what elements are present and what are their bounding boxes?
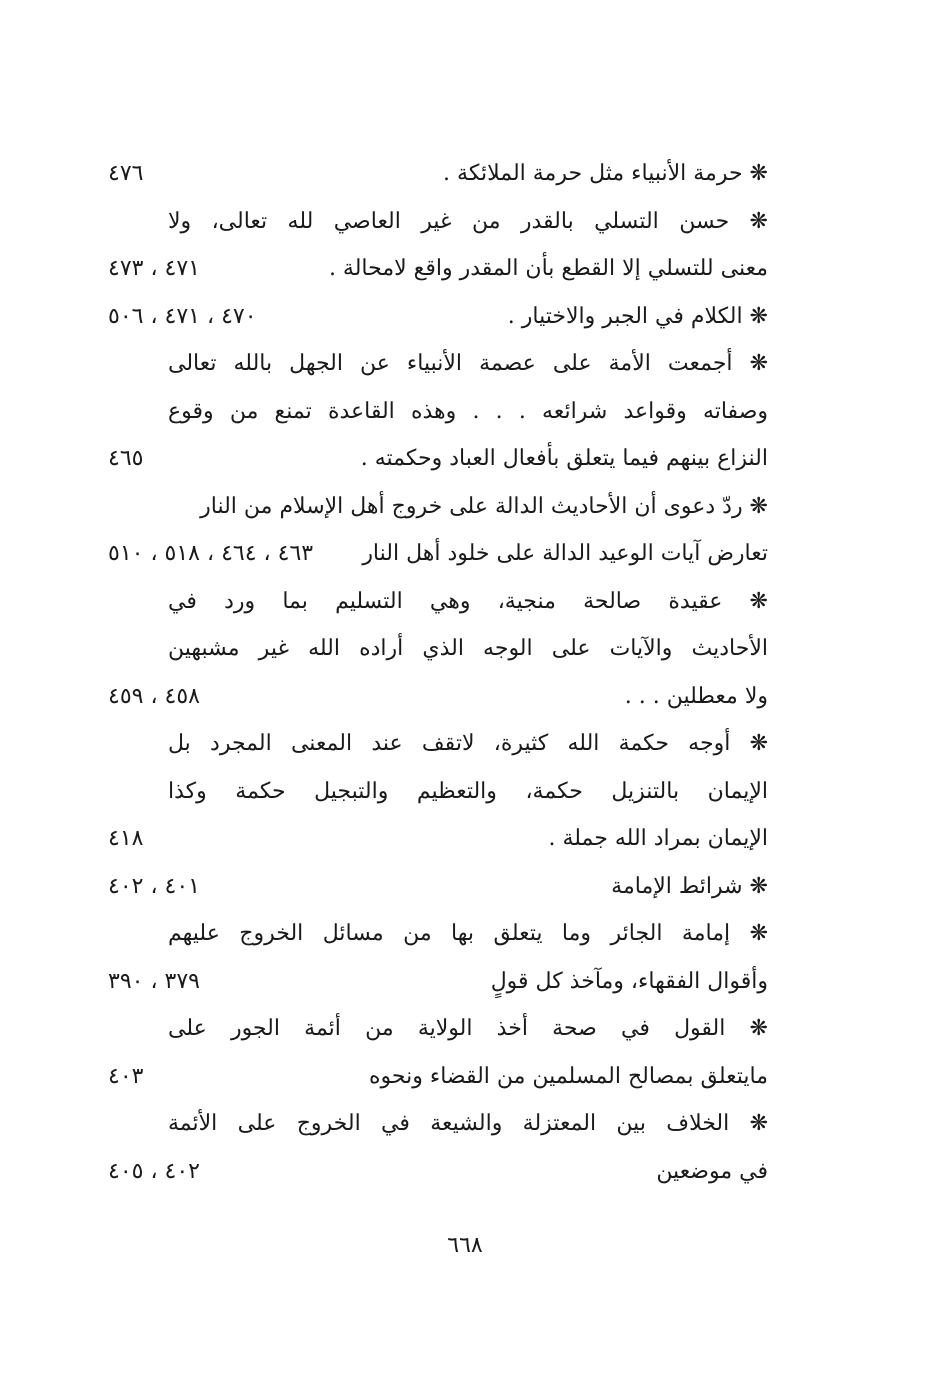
entry-pages: ٤٧٠ ، ٤٧١ ، ٥٠٦ (108, 303, 257, 329)
entry-text: ❋ الكلام في الجبر والاختيار . (507, 303, 768, 329)
index-line (0, 1150, 930, 1198)
entry-text: في موضعين (656, 1158, 768, 1184)
entry-text: وأقوال الفقهاء، ومآخذ كل قولٍ (490, 968, 768, 994)
entry-text: ❋ الخلاف بين المعتزلة والشيعة في الخروج على الأئمة (168, 1111, 768, 1136)
index-line (0, 1007, 930, 1055)
index-line (0, 817, 930, 865)
entry-pages: ٤٠٣ (108, 1063, 144, 1089)
index-line (0, 960, 930, 1008)
entry-text: الأحاديث والآيات على الوجه الذي أراده الله غير مشبهين (168, 636, 768, 661)
index-line (0, 770, 930, 818)
index-line (0, 1102, 930, 1150)
index-line (0, 247, 930, 295)
entry-text: ❋ أجمعت الأمة على عصمة الأنبياء عن الجهل بالله تعالى (168, 351, 768, 376)
entry-pages: ٤٦٥ (108, 446, 144, 471)
index-line (0, 295, 930, 343)
entry-text: ❋ القول في صحة أخذ الولاية من أئمة الجور على (168, 1016, 768, 1041)
entry-text: النزاع بينهم فيما يتعلق بأفعال العباد وحكمته . (360, 446, 768, 471)
entry-pages: ٤٧١ ، ٤٧٣ (108, 256, 200, 281)
index-line (0, 627, 930, 675)
entry-pages: ٤٧٦ (108, 161, 144, 186)
entry-pages: ٤٦٣ ، ٤٦٤ ، ٥١٨ ، ٥١٠ (108, 541, 314, 566)
entry-text: ولا معطلين . . . (624, 683, 768, 709)
entry-pages: ٤٠١ ، ٤٠٢ (108, 873, 200, 899)
index-line (0, 675, 930, 723)
index-line (0, 580, 930, 628)
index-line (0, 390, 930, 438)
entry-text: تعارض آيات الوعيد الدالة على خلود أهل النار (362, 541, 768, 566)
index-line (0, 200, 930, 248)
entry-pages: ٤٠٢ ، ٤٠٥ (108, 1158, 200, 1184)
entry-text: ❋ شرائط الإمامة (611, 873, 768, 899)
entry-text: مايتعلق بمصالح المسلمين من القضاء ونحوه (369, 1063, 768, 1089)
index-line (0, 437, 930, 485)
index-line (0, 485, 930, 533)
entry-pages: ٤٥٨ ، ٤٥٩ (108, 683, 200, 709)
index-line (0, 152, 930, 200)
page-number: ٦٦٨ (447, 1233, 483, 1258)
entry-text: ❋ حسن التسلي بالقدر من غير العاصي لله تعالى، ولا (168, 208, 768, 234)
entry-text: ❋ ردّ دعوى أن الأحاديث الدالة على خروج أهل الإسلام من النار (200, 493, 768, 519)
entry-text: وصفاته وقواعد شرائعه . . . وهذه القاعدة تمنع من وقوع (168, 398, 768, 424)
index-line (0, 865, 930, 913)
entry-text: ❋ أوجه حكمة الله كثيرة، لاتقف عند المعنى المجرد بل (168, 731, 768, 756)
entry-pages: ٣٧٩ ، ٣٩٠ (108, 968, 200, 994)
index-line (0, 912, 930, 960)
index-line (0, 722, 930, 770)
entry-pages: ٤١٨ (108, 826, 144, 851)
entry-text: معنى للتسلي إلا القطع بأن المقدر واقع لامحالة . (328, 256, 768, 281)
entry-text: ❋ حرمة الأنبياء مثل حرمة الملائكة . (443, 161, 768, 186)
index-entries (0, 152, 930, 1197)
entry-text: ❋ إمامة الجائر وما يتعلق بها من مسائل الخروج عليهم (168, 921, 768, 946)
index-line (0, 532, 930, 580)
entry-text: ❋ عقيدة صالحة منجية، وهي التسليم بما ورد في (168, 588, 768, 614)
entry-text: الإيمان بالتنزيل حكمة، والتعظيم والتبجيل حكمة وكذا (168, 778, 768, 804)
index-line (0, 1055, 930, 1103)
index-line (0, 342, 930, 390)
entry-text: الإيمان بمراد الله جملة . (548, 826, 768, 851)
